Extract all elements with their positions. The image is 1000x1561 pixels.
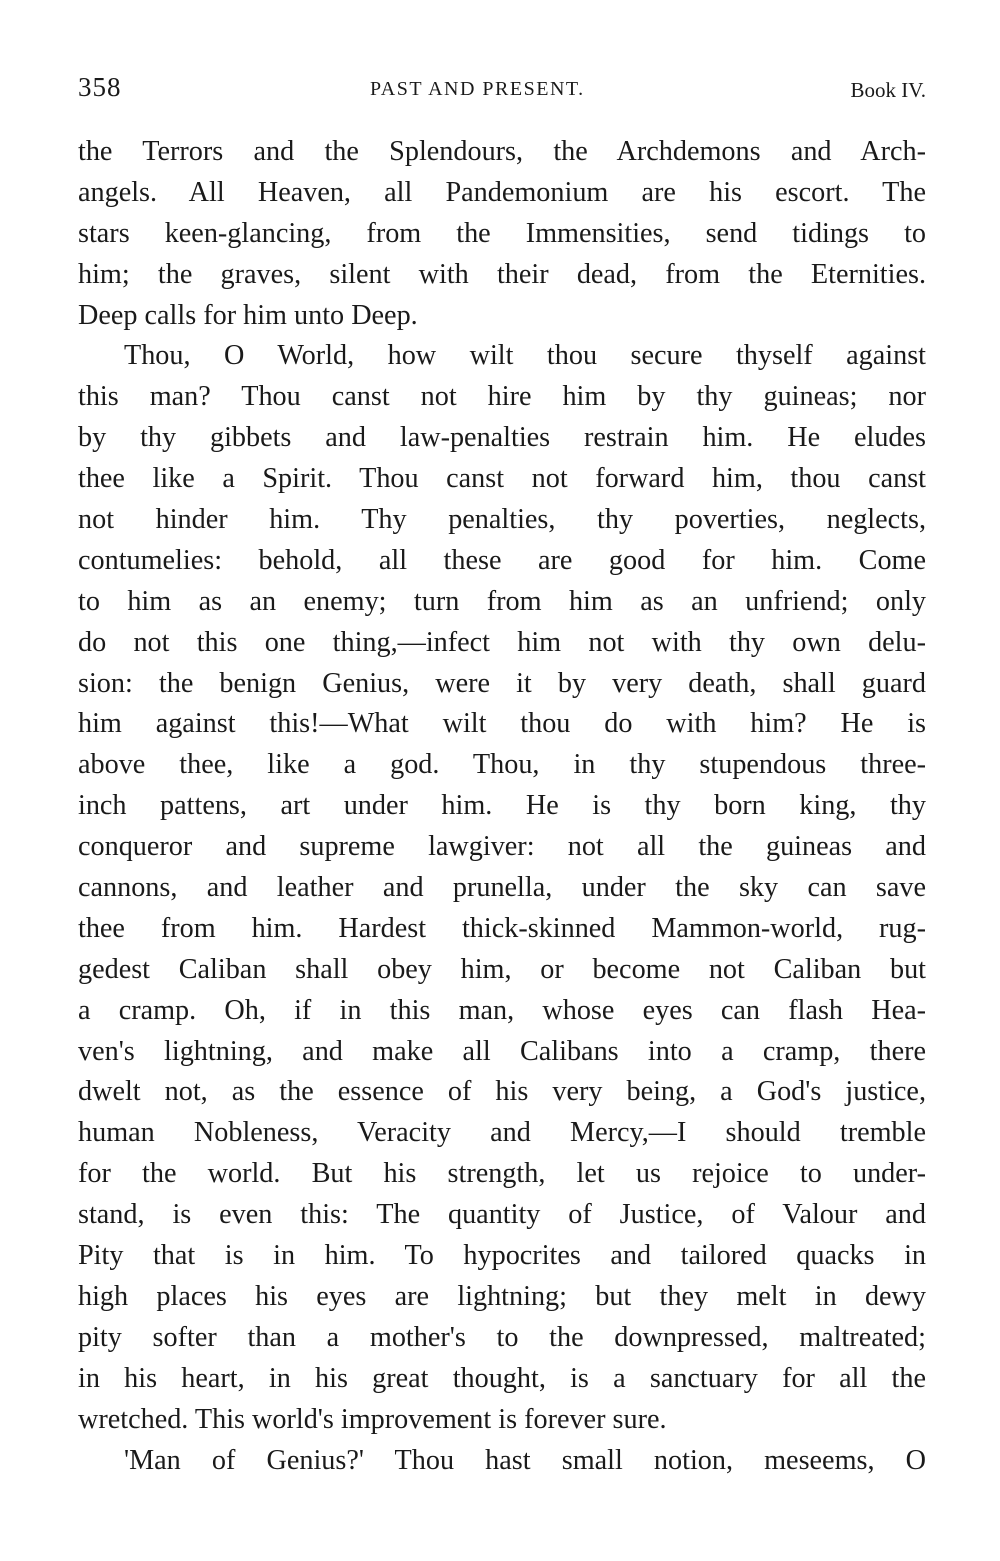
text-line: in his heart, in his great thought, is a sanctuary for all the <box>78 1362 926 1394</box>
text-line: gedest Caliban shall obey him, or become not Caliban but <box>78 953 926 985</box>
running-head <box>78 72 926 112</box>
text-line: pity softer than a mother's to the downpressed, maltreated; <box>78 1321 926 1353</box>
text-line: 'Man of Genius?' Thou hast small notion, meseems, O <box>124 1444 926 1476</box>
text-line: cannons, and leather and prunella, under the sky can save <box>78 872 926 904</box>
text-line: for the world. But his strength, let us rejoice to under- <box>78 1158 926 1190</box>
text-line: contumelies: behold, all these are good for him. Come <box>78 544 926 576</box>
text-line: by thy gibbets and law-penalties restrain him. He eludes <box>78 422 926 454</box>
text-line: human Nobleness, Veracity and Mercy,—I should tremble <box>78 1117 926 1149</box>
text-line: stars keen-glancing, from the Immensities, send tidings to <box>78 217 926 249</box>
text-line: wretched. This world's improvement is forever sure. <box>78 1403 667 1435</box>
text-line: him against this!—What wilt thou do with him? He is <box>78 708 926 740</box>
text-line: Deep calls for him unto Deep. <box>78 299 418 331</box>
text-line: high places his eyes are lightning; but they melt in dewy <box>78 1280 926 1312</box>
text-line: above thee, like a god. Thou, in thy stupendous three- <box>78 749 926 781</box>
text-line: to him as an enemy; turn from him as an unfriend; only <box>78 585 926 617</box>
book-label: Book IV. <box>850 78 926 102</box>
text-line: him; the graves, silent with their dead, from the Eternities. <box>78 258 926 290</box>
text-line: not hinder him. Thy penalties, thy poverties, neglects, <box>78 504 926 536</box>
text-line: angels. All Heaven, all Pandemonium are his escort. The <box>78 176 926 208</box>
text-line: thee from him. Hardest thick-skinned Mammon-world, rug- <box>78 912 926 944</box>
text-line: this man? Thou canst not hire him by thy guineas; nor <box>78 381 926 413</box>
body-text <box>78 132 926 1481</box>
text-line: a cramp. Oh, if in this man, whose eyes can flash Hea- <box>78 994 926 1026</box>
text-line: Pity that is in him. To hypocrites and tailored quacks in <box>78 1240 926 1272</box>
page-number: 358 <box>78 72 122 102</box>
text-line: conqueror and supreme lawgiver: not all the guineas and <box>78 831 926 863</box>
text-line: inch pattens, art under him. He is thy born king, thy <box>78 790 926 822</box>
text-line: the Terrors and the Splendours, the Archdemons and Arch- <box>78 136 926 167</box>
text-line: ven's lightning, and make all Calibans into a cramp, there <box>78 1035 926 1067</box>
text-line: do not this one thing,—infect him not with thy own delu- <box>78 626 926 658</box>
running-title: PAST AND PRESENT. <box>370 78 585 100</box>
text-line: dwelt not, as the essence of his very being, a God's justice, <box>78 1076 926 1108</box>
text-line: stand, is even this: The quantity of Justice, of Valour and <box>78 1199 926 1231</box>
text-line: sion: the benign Genius, were it by very death, shall guard <box>78 667 926 699</box>
text-line: thee like a Spirit. Thou canst not forward him, thou canst <box>78 463 926 495</box>
text-line: Thou, O World, how wilt thou secure thyself against <box>124 340 926 372</box>
